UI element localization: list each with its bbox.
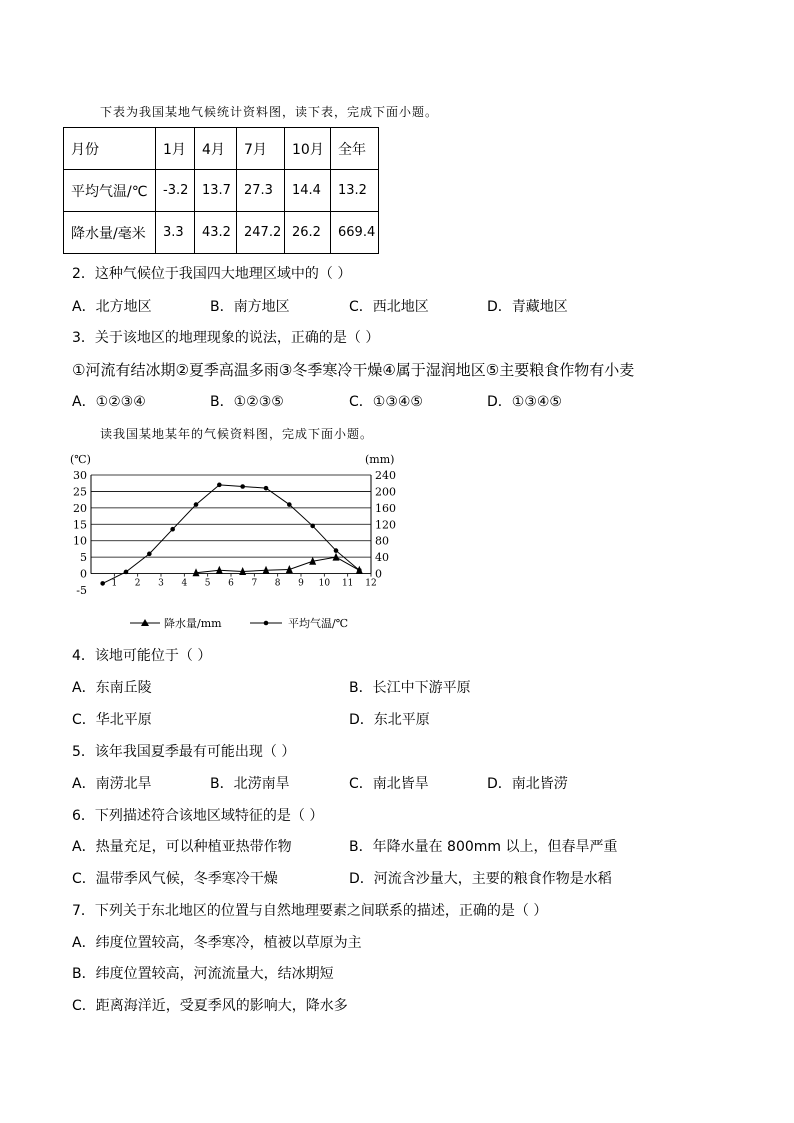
right-tick-label: 240	[375, 469, 396, 482]
climate-chart-svg	[60, 445, 400, 635]
intro-text-2: 读我国某地某年的气候资料图，完成下面小题。	[100, 427, 374, 441]
right-tick-label: 160	[375, 501, 396, 515]
temperature-point	[240, 484, 245, 489]
table-row	[64, 212, 379, 254]
table-cell: 43.2	[195, 212, 237, 254]
question-3-statements: ①河流有结冰期②夏季高温多雨③冬季寒冷干燥④属于湿润地区⑤主要粮食作物有小麦	[72, 361, 635, 379]
temperature-point	[310, 524, 315, 529]
x-tick-label: 7	[251, 578, 258, 589]
table-cell: 3.3	[156, 212, 195, 254]
table-cell: 14.4	[285, 170, 331, 212]
q7-option-b[interactable]: B．纬度位置较高，河流流量大，结冰期短	[72, 966, 334, 982]
intro-text-1: 下表为我国某地气候统计资料图，读下表，完成下面小题。	[100, 105, 439, 119]
x-tick-label: 3	[158, 578, 164, 589]
q3-option-a[interactable]: A．①②③④	[72, 394, 146, 410]
q4-option-a[interactable]: A．东南丘陵	[72, 680, 152, 696]
q7-option-c[interactable]: C．距离海洋近，受夏季风的影响大，降水多	[72, 998, 348, 1014]
x-tick-label: 4	[181, 578, 188, 589]
x-tick-label: 1	[111, 578, 118, 589]
table-cell: 13.7	[195, 170, 237, 212]
table-header-cell: 4月	[195, 128, 237, 170]
right-axis-unit: (mm)	[365, 453, 395, 466]
precipitation-point	[216, 566, 223, 574]
left-tick-label: 0	[80, 567, 87, 581]
question-4-stem: 4．该地可能位于（ ）	[72, 648, 212, 664]
table-cell: 13.2	[331, 170, 379, 212]
temperature-point	[287, 502, 292, 507]
table-header-cell: 1月	[156, 128, 195, 170]
x-tick-label: 6	[228, 578, 234, 589]
x-tick-label: 11	[341, 578, 354, 589]
temperature-point	[100, 581, 105, 586]
question-3-stem: 3．关于该地区的地理现象的说法，正确的是（ ）	[72, 330, 380, 346]
legend-temp-marker	[264, 621, 269, 626]
temperature-point	[194, 502, 199, 507]
table-cell: 247.2	[237, 212, 285, 254]
q3-option-b[interactable]: B．①②③⑤	[210, 394, 284, 410]
q6-option-d[interactable]: D．河流含沙量大，主要的粮食作物是水稻	[349, 871, 612, 887]
right-tick-label: 200	[375, 485, 396, 499]
table-cell: 27.3	[237, 170, 285, 212]
left-tick-label: 15	[73, 518, 87, 532]
q4-option-b[interactable]: B．长江中下游平原	[349, 680, 471, 696]
table-row	[64, 170, 379, 212]
legend-temp-label: 平均气温/℃	[288, 617, 349, 630]
left-tick-label: 25	[73, 485, 87, 499]
right-tick-label: 0	[375, 567, 382, 581]
x-tick-label: 12	[365, 578, 377, 589]
q5-option-a[interactable]: A．南涝北旱	[72, 776, 152, 792]
temperature-point	[334, 548, 339, 553]
q7-option-a[interactable]: A．纬度位置较高，冬季寒冷，植被以草原为主	[72, 935, 362, 951]
q3-option-c[interactable]: C．①③④⑤	[349, 394, 423, 410]
question-2-stem: 2．这种气候位于我国四大地理区域中的（ ）	[72, 266, 352, 282]
question-5-stem: 5．该年我国夏季最有可能出现（ ）	[72, 744, 296, 760]
precipitation-point	[356, 566, 363, 574]
left-tick-label: -5	[76, 584, 87, 597]
table-header-cell: 10月	[285, 128, 331, 170]
climate-chart	[60, 445, 400, 635]
row-label: 平均气温/℃	[64, 170, 156, 212]
x-tick-label: 8	[274, 578, 281, 589]
table-cell: 669.4	[331, 212, 379, 254]
right-tick-label: 40	[375, 551, 389, 565]
q6-option-c[interactable]: C．温带季风气候，冬季寒冷干燥	[72, 871, 278, 887]
temperature-point	[124, 570, 129, 575]
x-tick-label: 9	[298, 578, 304, 589]
q4-option-d[interactable]: D．东北平原	[349, 712, 430, 728]
q2-option-a[interactable]: A．北方地区	[72, 299, 152, 315]
right-tick-label: 120	[375, 518, 396, 532]
left-tick-label: 5	[80, 551, 87, 565]
temperature-point	[217, 483, 222, 488]
table-header-cell: 月份	[64, 128, 156, 170]
table-header-row	[64, 128, 379, 170]
q2-option-c[interactable]: C．西北地区	[349, 299, 429, 315]
row-label: 降水量/毫米	[64, 212, 156, 254]
left-tick-label: 20	[73, 501, 87, 515]
precipitation-point	[333, 553, 340, 561]
left-tick-label: 10	[73, 534, 87, 548]
q6-option-b[interactable]: B．年降水量在 800mm 以上，但春旱严重	[349, 839, 618, 855]
q5-option-b[interactable]: B．北涝南旱	[210, 776, 290, 792]
question-6-stem: 6．下列描述符合该地区域特征的是（ ）	[72, 808, 324, 824]
temperature-point	[264, 486, 269, 491]
x-tick-label: 5	[204, 578, 211, 589]
x-tick-label: 10	[318, 578, 331, 589]
q2-option-b[interactable]: B．南方地区	[210, 299, 290, 315]
right-tick-label: 80	[375, 534, 389, 548]
q3-option-d[interactable]: D．①③④⑤	[487, 394, 562, 410]
temperature-point	[147, 552, 152, 557]
legend-precip-label: 降水量/mm	[164, 617, 222, 630]
climate-table	[63, 127, 379, 254]
table-header-cell: 7月	[237, 128, 285, 170]
q5-option-c[interactable]: C．南北皆旱	[349, 776, 429, 792]
temperature-line	[103, 485, 360, 584]
temperature-point	[170, 527, 175, 532]
table-header-cell: 全年	[331, 128, 379, 170]
table-cell: -3.2	[156, 170, 195, 212]
question-7-stem: 7．下列关于东北地区的位置与自然地理要素之间联系的描述，正确的是（ ）	[72, 903, 548, 919]
q2-option-d[interactable]: D．青藏地区	[487, 299, 568, 315]
left-axis-unit: (℃)	[70, 453, 91, 466]
q4-option-c[interactable]: C．华北平原	[72, 712, 152, 728]
q5-option-d[interactable]: D．南北皆涝	[487, 776, 568, 792]
q6-option-a[interactable]: A．热量充足，可以种植亚热带作物	[72, 839, 292, 855]
x-tick-label: 2	[134, 578, 141, 589]
left-tick-label: 30	[73, 469, 87, 482]
table-cell: 26.2	[285, 212, 331, 254]
